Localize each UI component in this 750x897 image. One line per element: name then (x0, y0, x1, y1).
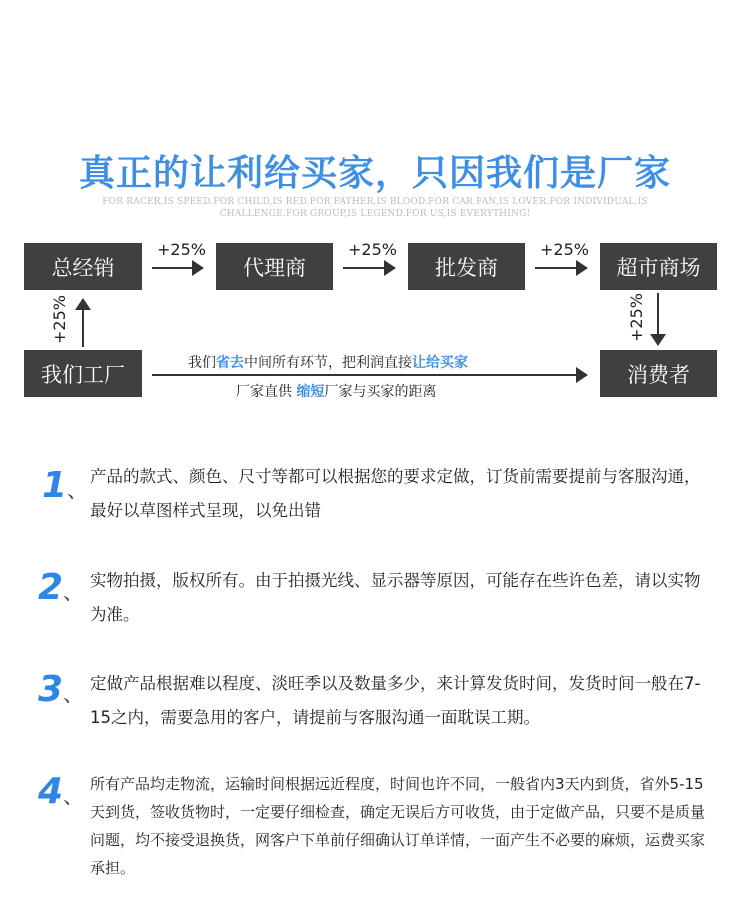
note-sep: 、 (67, 478, 88, 502)
middle-text-line1 (188, 352, 468, 372)
box-factory: 我们工厂 (24, 350, 142, 397)
arrow-line-1 (152, 267, 192, 269)
arrow-right-icon (192, 260, 204, 276)
note-text-2: 实物拍摄，版权所有。由于拍摄光线、显示器等原因，可能存在些许色差，请以实物为准。 (90, 571, 701, 624)
middle-text-line2 (236, 381, 436, 401)
note-number-2 (38, 568, 83, 608)
pct-label-up: +25% (50, 295, 69, 344)
page-subtitle: FOR RACER,IS SPEED.FOR CHILD,IS RED.FOR FATHER,IS BLOOD.FOR CAR FAN,IS LOVER.FOR INDIVIDUAL,IS CHALLENGE.FOR GROUP,IS LEGEND.FOR US,IS EVERYTHING! (102, 197, 648, 219)
pct-label-down: +25% (627, 293, 646, 342)
pct-label-2: +25% (348, 240, 397, 259)
mid1-a: 我们 (188, 355, 216, 371)
mid2-a: 厂家直供 (236, 384, 292, 400)
arrow-line-2 (343, 267, 384, 269)
arrow-line-3 (535, 267, 576, 269)
box-distributor: 总经销 (24, 243, 142, 290)
mid2-c: 厂家与买家的距离 (324, 384, 437, 400)
box-agent: 代理商 (216, 243, 333, 290)
note-num: 4 (38, 771, 64, 812)
note-num: 1 (42, 465, 68, 506)
arrow-right-icon (576, 367, 588, 383)
arrow-right-icon (384, 260, 396, 276)
note-sep: 、 (63, 580, 84, 604)
note-text-3: 定做产品根据难以程度、淡旺季以及数量多少，来计算发货时间，发货时间一般在7-15之内，需要急用的客户，请提前与客服沟通一面耽误工期。 (90, 674, 701, 727)
box-supermarket: 超市商场 (600, 243, 717, 290)
arrow-right-icon (576, 260, 588, 276)
pct-label-3: +25% (540, 240, 589, 259)
note-sep: 、 (63, 682, 84, 706)
note-number-3 (38, 670, 83, 710)
mid1-highlight-2: 让给买家 (412, 355, 468, 371)
page-title: 真正的让利给买家，只因我们是厂家 (78, 153, 671, 194)
mid1-c: 中间所有环节，把利润直接 (244, 355, 412, 371)
mid2-highlight: 缩短 (296, 384, 325, 400)
pct-label-1: +25% (157, 240, 206, 259)
mid1-highlight-1: 省去 (216, 355, 244, 371)
arrow-down-icon (650, 334, 666, 346)
note-text-1: 产品的款式、颜色、尺寸等都可以根据您的要求定做，订货前需要提前与客服沟通，最好以草图样式呈现，以免出错 (90, 467, 701, 520)
arrow-line-up (82, 309, 84, 347)
box-wholesaler: 批发商 (408, 243, 525, 290)
note-sep: 、 (63, 784, 84, 808)
arrow-line-down (657, 293, 659, 335)
note-number-1 (42, 466, 87, 506)
box-consumer: 消费者 (600, 350, 717, 397)
note-text-4: 所有产品均走物流，运输时间根据远近程度，时间也许不同，一般省内3天内到货，省外5-15天到货，签收货物时，一定要仔细检查，确定无误后方可收货，由于定做产品，只要不是质量问题，均不接受退换货，网客户下单前仔细确认订单详情，一面产生不必要的麻烦，运费买家承担。 (90, 775, 706, 877)
note-number-4 (38, 772, 83, 812)
note-num: 2 (38, 567, 64, 608)
arrow-line-long (152, 374, 576, 376)
note-num: 3 (38, 669, 64, 710)
